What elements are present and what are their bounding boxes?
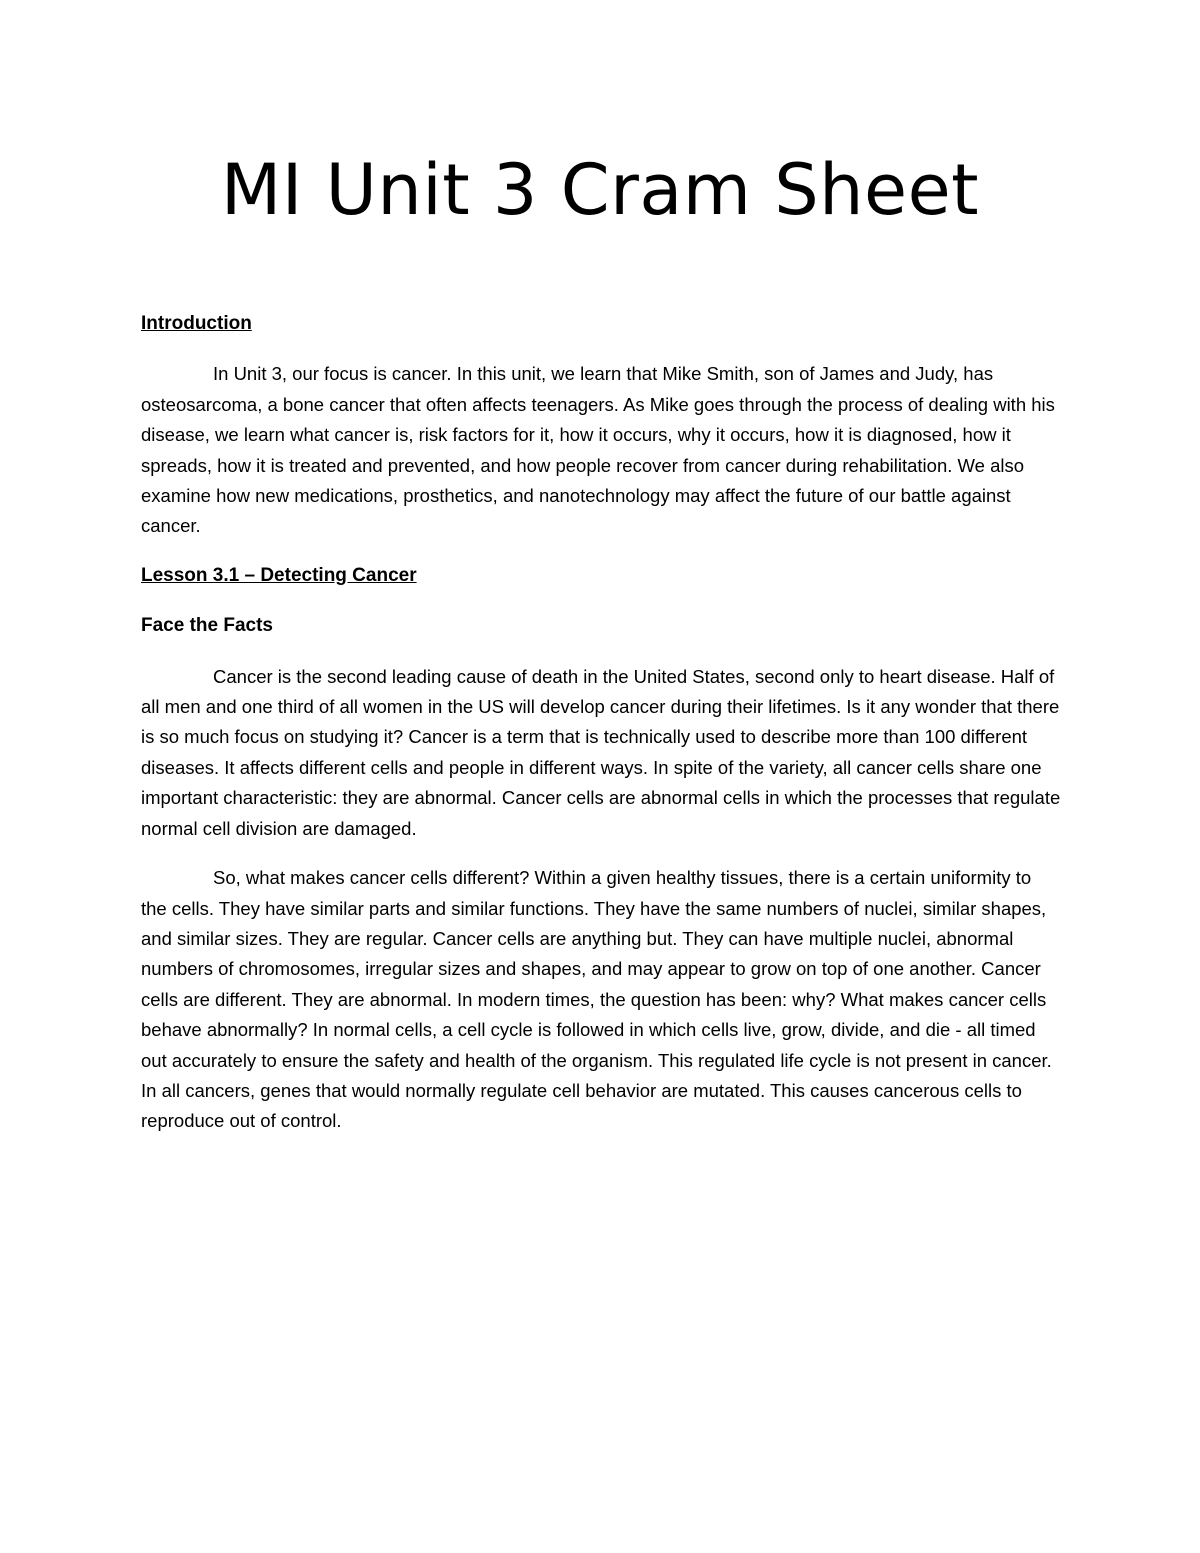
spacer <box>141 642 1061 662</box>
lesson-paragraph-1: Cancer is the second leading cause of death in the United States, second only to heart disease. Half of all men and one third of all women in the US will develop cancer during their lifetimes. Is it any wonder that there is so much focus on studying it? Cancer is a term that is technically used to describe more than 100 different diseases. It affects different cells and people in different ways. In spite of the variety, all cancer cells share one important characteristic: they are abnormal. Cancer cells are abnormal cells in which the processes that regulate normal cell division are damaged. <box>141 665 1061 839</box>
spacer <box>141 542 1061 561</box>
lesson-paragraph-2: So, what makes cancer cells different? Within a given healthy tissues, there is a certain uniformity to the cells. They have similar parts and similar functions. They have the same numbers of nuclei, similar shapes, and similar sizes. They are regular. Cancer cells are anything but. They can have multiple nuclei, abnormal numbers of chromosomes, irregular sizes and shapes, and may appear to grow on top of one another. Cancer cells are different. They are abnormal. In modern times, the question has been: why? What makes cancer cells behave abnormally? In normal cells, a cell cycle is followed in which cells live, grow, divide, and die - all timed out accurately to ensure the safety and health of the organism. This regulated life cycle is not present in cancer. In all cancers, genes that would normally regulate cell behavior are mutated. This causes cancerous cells to reproduce out of control. <box>141 867 1052 1132</box>
introduction-paragraph: In Unit 3, our focus is cancer. In this unit, we learn that Mike Smith, son of James and Judy, has osteosarcoma, a bone cancer that often affects teenagers. As Mike goes through the process of dealing with his disease, we learn what cancer is, risk factors for it, how it occurs, why it occurs, how it is diagnosed, how it spreads, how it is treated and prevented, and how people recover from cancer during rehabilitation. We also examine how new medications, prosthetics, and nanotechnology may affect the future of our battle against cancer. <box>141 363 1055 537</box>
lesson-subheading: Face the Facts <box>141 615 273 637</box>
spacer <box>141 339 1061 359</box>
introduction-heading: Introduction <box>141 313 252 334</box>
document-body <box>141 309 1061 1137</box>
spacer <box>141 844 1061 863</box>
lesson-heading: Lesson 3.1 – Detecting Cancer <box>141 564 417 586</box>
page-title: MI Unit 3 Cram Sheet <box>220 149 980 231</box>
spacer <box>141 591 1061 611</box>
